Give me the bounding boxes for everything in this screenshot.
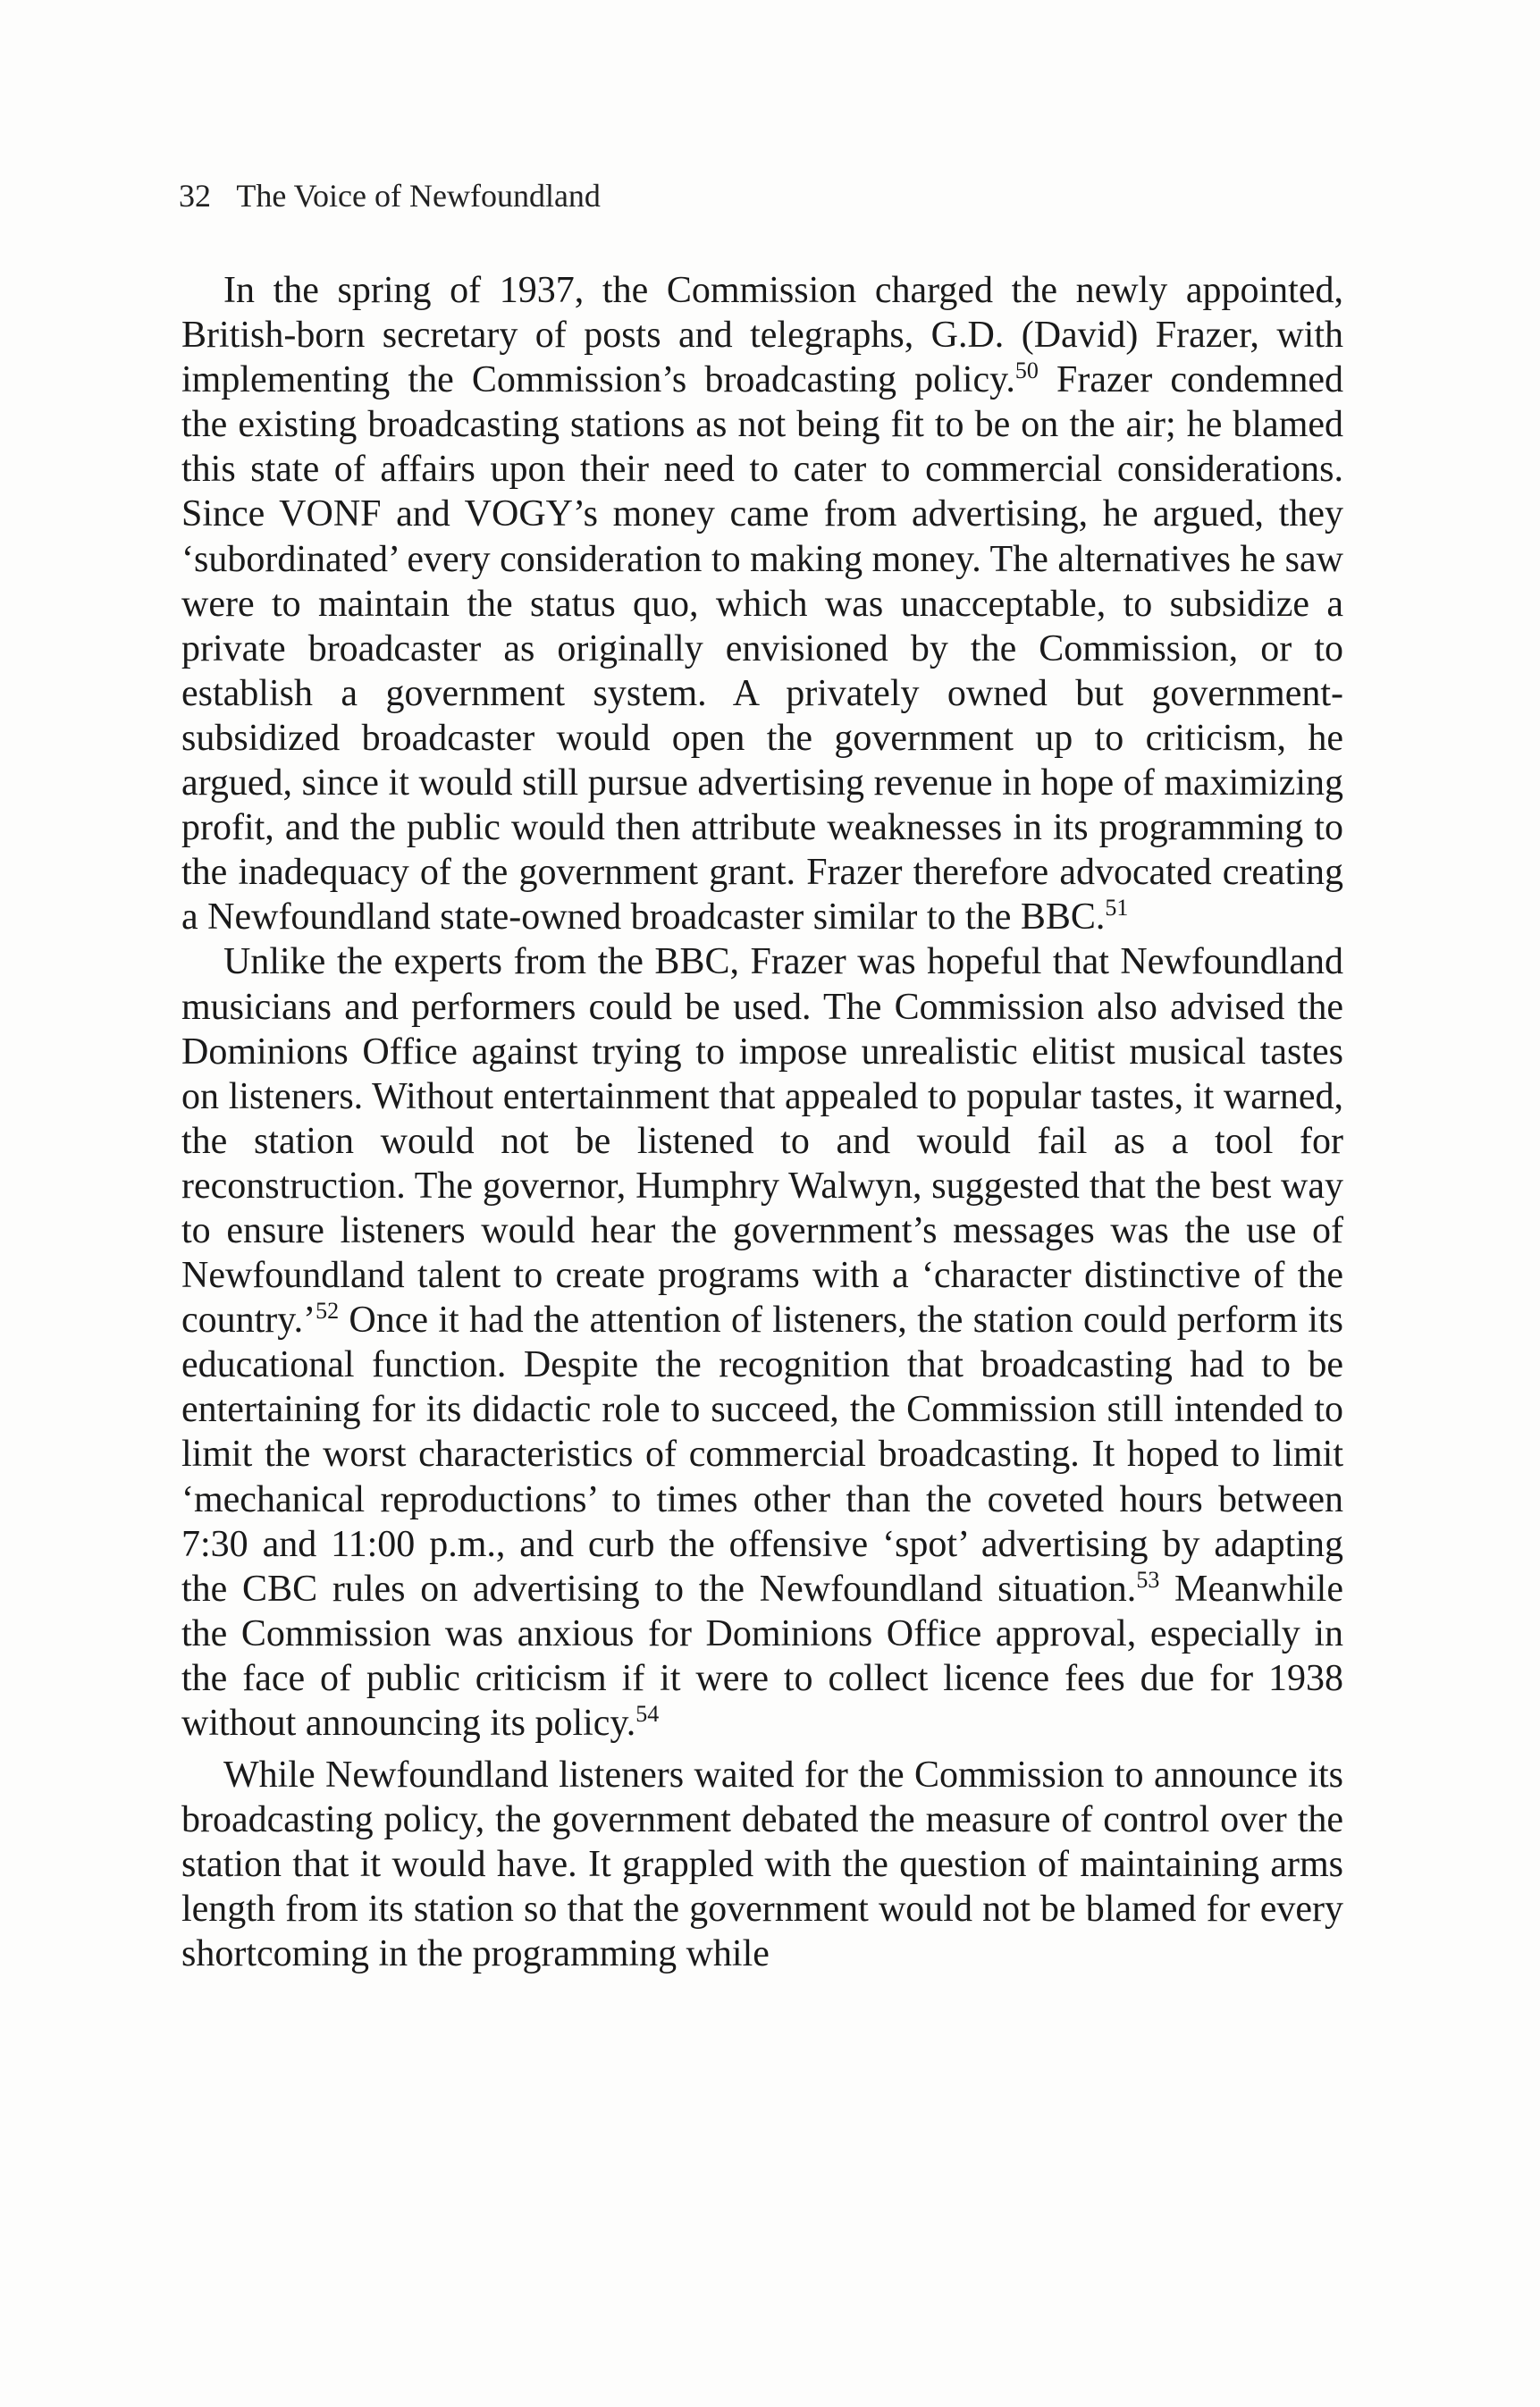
- footnote-ref-54: 54: [635, 1701, 660, 1727]
- text-run: In the spring of 1937, the Commission charged the newly appointed, British-born secretary of posts and telegraphs, G.D. (David) Frazer, with implementing the Commission’s broadcasting policy.: [181, 270, 1343, 401]
- text-run: Unlike the experts from the BBC, Frazer was hopeful that Newfoundland musicians and performers could be used. The Commission also advised the Dominions Office against trying to impose unrealistic elitist musical tastes on listeners. Without entertainment that appealed to popular tastes, it warned, the station would not be listened to and would fail as a tool for reconstruction. The governor, Humphry Walwyn, suggested that the best way to ensure listeners would hear the government’s messages was the use of Newfoundland talent to create programs with a ‘character distinctive of the country.’: [181, 941, 1343, 1342]
- footnote-ref-53: 53: [1136, 1566, 1160, 1593]
- page-number: 32: [179, 178, 211, 214]
- text-run: Frazer condemned the existing broadcasting stations as not being fit to be on the air; he blamed this state of affairs upon their need to cater to commercial considerations. Since VONF and VOGY’s money came from advertising, he argued, they ‘subordinated’ every consideration to making money. The alternatives he saw were to maintain the status quo, which was unacceptable, to subsidize a private broadcaster as originally envisioned by the Commission, or to establish a government system. A privately owned but government-subsidized broadcaster would open the government up to criticism, he argued, since it would still pursue advertising revenue in hope of maximizing profit, and the public would then attribute weaknesses in its programming to the inadequacy of the government grant. Frazer therefore advocated creating a Newfoundland state-owned broadcaster similar to the BBC.: [181, 359, 1343, 938]
- body-text: [181, 268, 1343, 1977]
- running-title: The Voice of Newfoundland: [236, 178, 601, 214]
- text-run: While Newfoundland listeners waited for the Commission to announce its broadcasting policy, the government debated the measure of control over the station that it would have. It grappled with the question of maintaining arms length from its station so that the government would not be blamed for every shortcoming in the programming while: [181, 1755, 1343, 1975]
- paragraph-3: [181, 1753, 1343, 1976]
- footnote-ref-52: 52: [316, 1298, 340, 1325]
- running-head: [179, 177, 601, 215]
- text-run: Meanwhile the Commission was anxious for Dominions Office approval, especially in the face of public criticism if it were to collect licence fees due for 1938 without announcing its policy.: [181, 1568, 1343, 1744]
- text-run: Once it had the attention of listeners, the station could perform its educational function. Despite the recognition that broadcasting had to be entertaining for its didactic role to succeed, the Commission still intended to limit the worst characteristics of commercial broadcasting. It hoped to limit ‘mechanical reproductions’ to times other than the coveted hours between 7:30 and 11:00 p.m., and curb the offensive ‘spot’ advertising by adapting the CBC rules on advertising to the Newfoundland situation.: [181, 1300, 1343, 1610]
- paragraph-2: [181, 939, 1343, 1746]
- footnote-ref-51: 51: [1105, 895, 1129, 922]
- paragraph-1: [181, 268, 1343, 939]
- footnote-ref-50: 50: [1014, 358, 1039, 384]
